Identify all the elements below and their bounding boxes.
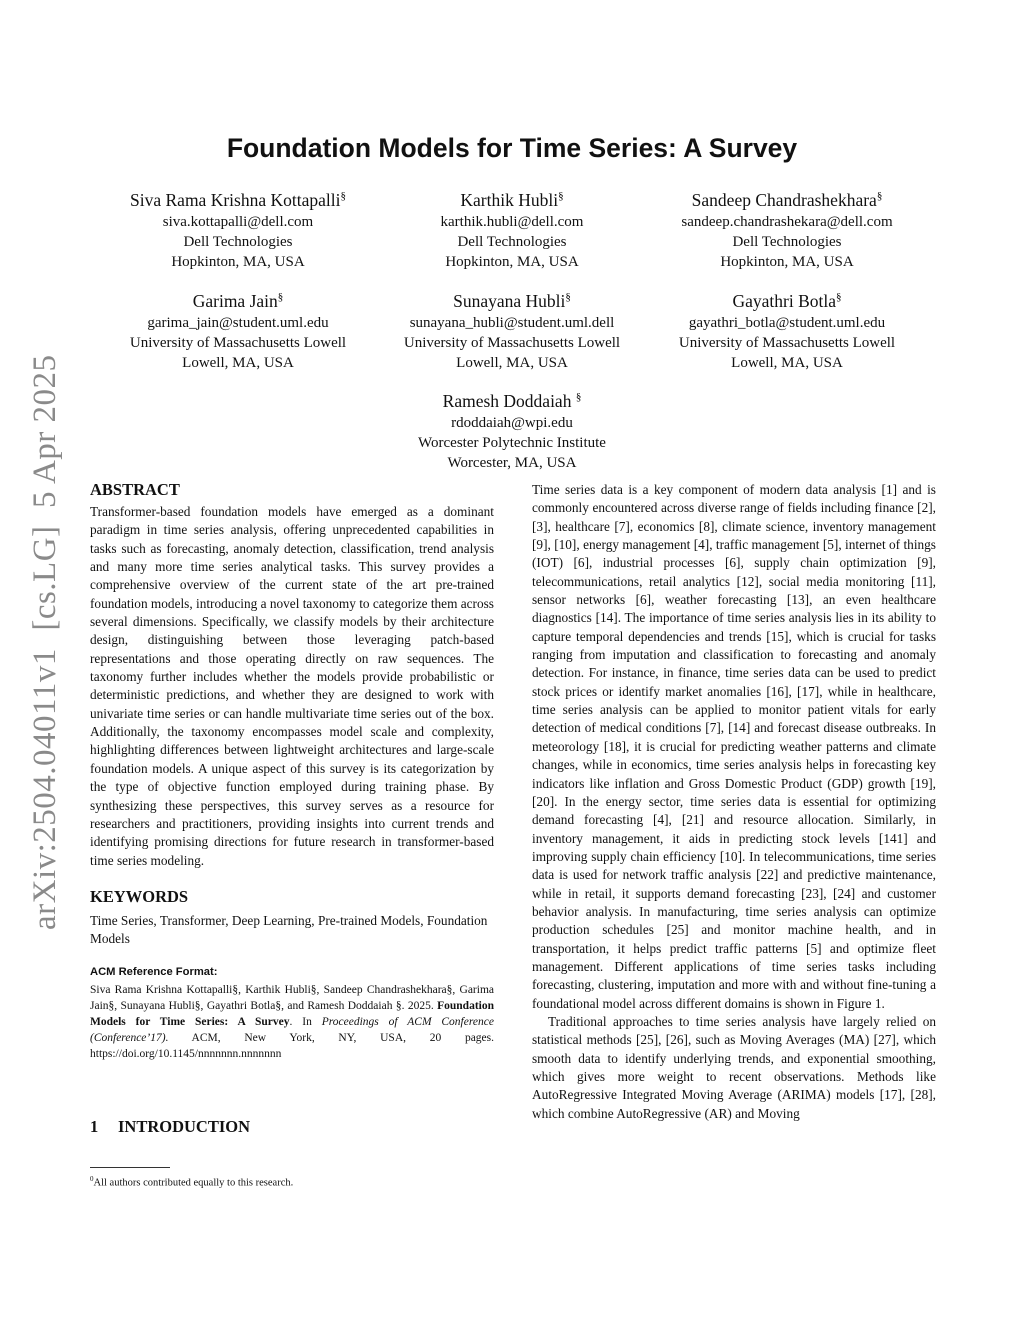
keywords-heading: KEYWORDS xyxy=(90,886,189,906)
author-affiliation: Dell Technologies xyxy=(457,233,567,250)
equal-contribution-mark: § xyxy=(876,190,883,202)
acm-reference-title: Foundation Models for Time Series: A Survey xyxy=(90,999,494,1028)
author-location: Lowell, MA, USA xyxy=(456,354,568,371)
author-location: Hopkinton, MA, USA xyxy=(720,253,854,270)
author-block-1 xyxy=(93,184,383,272)
intro-paragraph-1: Time series data is a key component of modern data analysis [1] and is commonly encountered across diverse range of fields including finance [2], [3], healthcare [7], economics [8], climate science, inventory management [9], [10], energy management [4], traffic management [5], internet of things (IOT) [6], industrial processes [6], supply chain optimization [9], telecommunications, retail analytics [12], social media monitoring [11], sensor networks [6], weather forecasting [13], an even healthcare diagnostics [14]. The importance of time series analysis lies in its ability to capture temporal dependencies and trends [15], which is crucial for tasks ranging from imputation and classification to forecasting and anomaly detection. For instance, in finance, time series data can be used to predict stock prices or identify market anomalies [16], [17], while in healthcare, time series analysis can be applied to monitor patient vitals for early detection of medical conditions [7], [14] and forecast disease outbreaks. In meteorology [18], it is crucial for predicting weather patterns and climate changes, while in economics, time series analysis helps in forecasting key indicators like inflation and Gross Domestic Product (GDP) growth [19], [20]. In the energy sector, time series data is essential for optimizing demand forecasting [4], [21] and resource allocation. Similarly, in inventory management, it aids in predicting stock levels [141] and improving supply chain efficiency [10]. In telecommunications, time series data is used for network traffic analysis [22] and predictive maintenance, while in retail, it supports demand forecasting [23], [24] and customer behavior analysis. In manufacturing, time series analysis can optimize production schedules [25] and monitor machine health, and in transportation, it helps predict traffic patterns [5] and optimize fleet management. Different applications of time series tasks including forecasting, clustering, imputation and more with and without fine-tuning a foundational model across different domains is shown in Figure 1. xyxy=(532,482,936,1011)
right-column xyxy=(532,481,936,1123)
author-name: Karthik Hubli§ xyxy=(460,189,564,210)
author-name: Siva Rama Krishna Kottapalli§ xyxy=(130,189,346,210)
equal-contribution-mark: § xyxy=(558,190,564,202)
acm-reference-authors: Siva Rama Krishna Kottapalli§, Karthik Hubli§, Sandeep Chandrashekhara§, Garima Jain§, Sunayana Hubli§, Gayathri Botla§, and Ramesh Doddaiah §. 2025. xyxy=(90,983,494,1012)
author-location: Lowell, MA, USA xyxy=(731,354,843,371)
author-email: siva.kottapalli@dell.com xyxy=(162,213,314,230)
abstract-heading: ABSTRACT xyxy=(90,480,180,499)
equal-contribution-mark: § xyxy=(565,291,571,303)
author-email: karthik.hubli@dell.com xyxy=(440,213,584,230)
acm-reference-venue: Proceedings of ACM Conference (Conference’17). xyxy=(90,1015,494,1044)
author-affiliation: University of Massachusetts Lowell xyxy=(403,334,621,351)
author-block-7 xyxy=(367,385,657,473)
author-email: sandeep.chandrashekara@dell.com xyxy=(681,213,893,230)
author-email: gayathri_botla@student.uml.edu xyxy=(688,314,886,331)
author-name: Gayathri Botla§ xyxy=(732,290,842,311)
equal-contribution-mark: § xyxy=(340,190,346,202)
footnote-mark: 0 xyxy=(90,1175,94,1183)
author-name: Garima Jain§ xyxy=(192,290,284,311)
author-affiliation: Worcester Polytechnic Institute xyxy=(418,434,606,451)
acm-reference-doi: ACM, New York, NY, USA, 20 pages. https://doi.org/10.1145/nnnnnnn.nnnnnnn xyxy=(90,1031,494,1060)
author-affiliation: Dell Technologies xyxy=(183,233,293,250)
author-name: Sandeep Chandrashekhara§ xyxy=(691,189,883,210)
equal-contribution-mark: § xyxy=(277,291,284,303)
equal-contribution-mark: § xyxy=(836,291,842,303)
author-block-5 xyxy=(367,285,657,373)
author-email: rdoddaiah@wpi.edu xyxy=(451,414,573,431)
author-location: Hopkinton, MA, USA xyxy=(171,253,305,270)
footnote xyxy=(90,1172,293,1191)
author-name: Ramesh Doddaiah § xyxy=(442,390,582,411)
author-block-4 xyxy=(93,285,383,373)
author-affiliation: University of Massachusetts Lowell xyxy=(678,334,896,351)
arxiv-identifier-stamp: arXiv:2504.04011v1 [cs.LG] 5 Apr 2025 xyxy=(27,354,63,930)
intro-paragraph-2: Traditional approaches to time series analysis have largely relied on statistical methods [25], [26], such as Moving Averages (MA) [27], which smooth data to identify underlying trends, and exponential smoothing, which gives more weight to recent observations. Methods like AutoRegressive Integrated Moving Average (ARIMA) models [17], [28], which combine AutoRegressive (AR) and Moving xyxy=(532,1013,936,1121)
acm-reference-text: Siva Rama Krishna Kottapalli§, Karthik Hubli§, Sandeep Chandrashekhara§, Garima Jain§, Sunayana Hubli§, Gayathri Botla§, and Ramesh Doddaiah §. 2025. Foundation Models for Time Series: A Survey. In Proceedings of ACM Conference (Conference’17). ACM, New York, NY, USA, 20 pages. https://doi.org/10.1145/nnnnnnn.nnnnnnn xyxy=(90,983,494,1060)
section-number: 1 xyxy=(90,1117,99,1136)
footnote-text: All authors contributed equally to this research. xyxy=(93,1177,294,1189)
footnote-rule xyxy=(90,1167,170,1168)
left-column xyxy=(90,480,494,1062)
author-location: Hopkinton, MA, USA xyxy=(445,253,579,270)
author-affiliation: University of Massachusetts Lowell xyxy=(129,334,347,351)
author-block-3 xyxy=(642,184,932,272)
keywords-text: Time Series, Transformer, Deep Learning, Pre-trained Models, Foundation Models xyxy=(90,912,488,947)
abstract-text: Transformer-based foundation models have emerged as a dominant paradigm in time series analysis, offering unprecedented capabilities in tasks such as forecasting, anomaly detection, classification, trend analysis and many more time series analytical tasks. This survey provides a comprehensive overview of the current state of the art pre-trained foundation models, introducing a novel taxonomy to categorize them across several dimensions. Specifically, we classify models by their architecture design, distinguishing between those leveraging patch-based representations and those operating directly on raw sequences. The taxonomy further includes whether the models provide probabilistic or deterministic predictions, and whether they are designed to work with univariate time series or can handle multivariate time series out of the box. Additionally, the taxonomy encompasses model scale and complexity, highlighting differences between lightweight architectures and large-scale foundation models. A unique aspect of this survey is its categorization by the type of objective function employed during training phase. By synthesizing these perspectives, this survey serves as a resource for researchers and practitioners, providing insights into current trends and identifying promising directions for future research in transformer-based time series modeling. xyxy=(90,504,494,868)
acm-reference-heading: ACM Reference Format: xyxy=(90,965,218,978)
author-email: garima_jain@student.uml.edu xyxy=(147,314,329,331)
author-affiliation: Dell Technologies xyxy=(732,233,842,250)
author-name: Sunayana Hubli§ xyxy=(453,290,571,311)
author-location: Lowell, MA, USA xyxy=(182,354,294,371)
author-block-6 xyxy=(642,285,932,373)
paper-title: Foundation Models for Time Series: A Survey xyxy=(226,133,798,163)
author-location: Worcester, MA, USA xyxy=(447,454,577,471)
equal-contribution-mark: § xyxy=(575,391,582,403)
introduction-heading: 1 INTRODUCTION xyxy=(90,1117,251,1136)
author-block-2 xyxy=(367,184,657,272)
author-email: sunayana_hubli@student.uml.dell xyxy=(409,314,615,331)
